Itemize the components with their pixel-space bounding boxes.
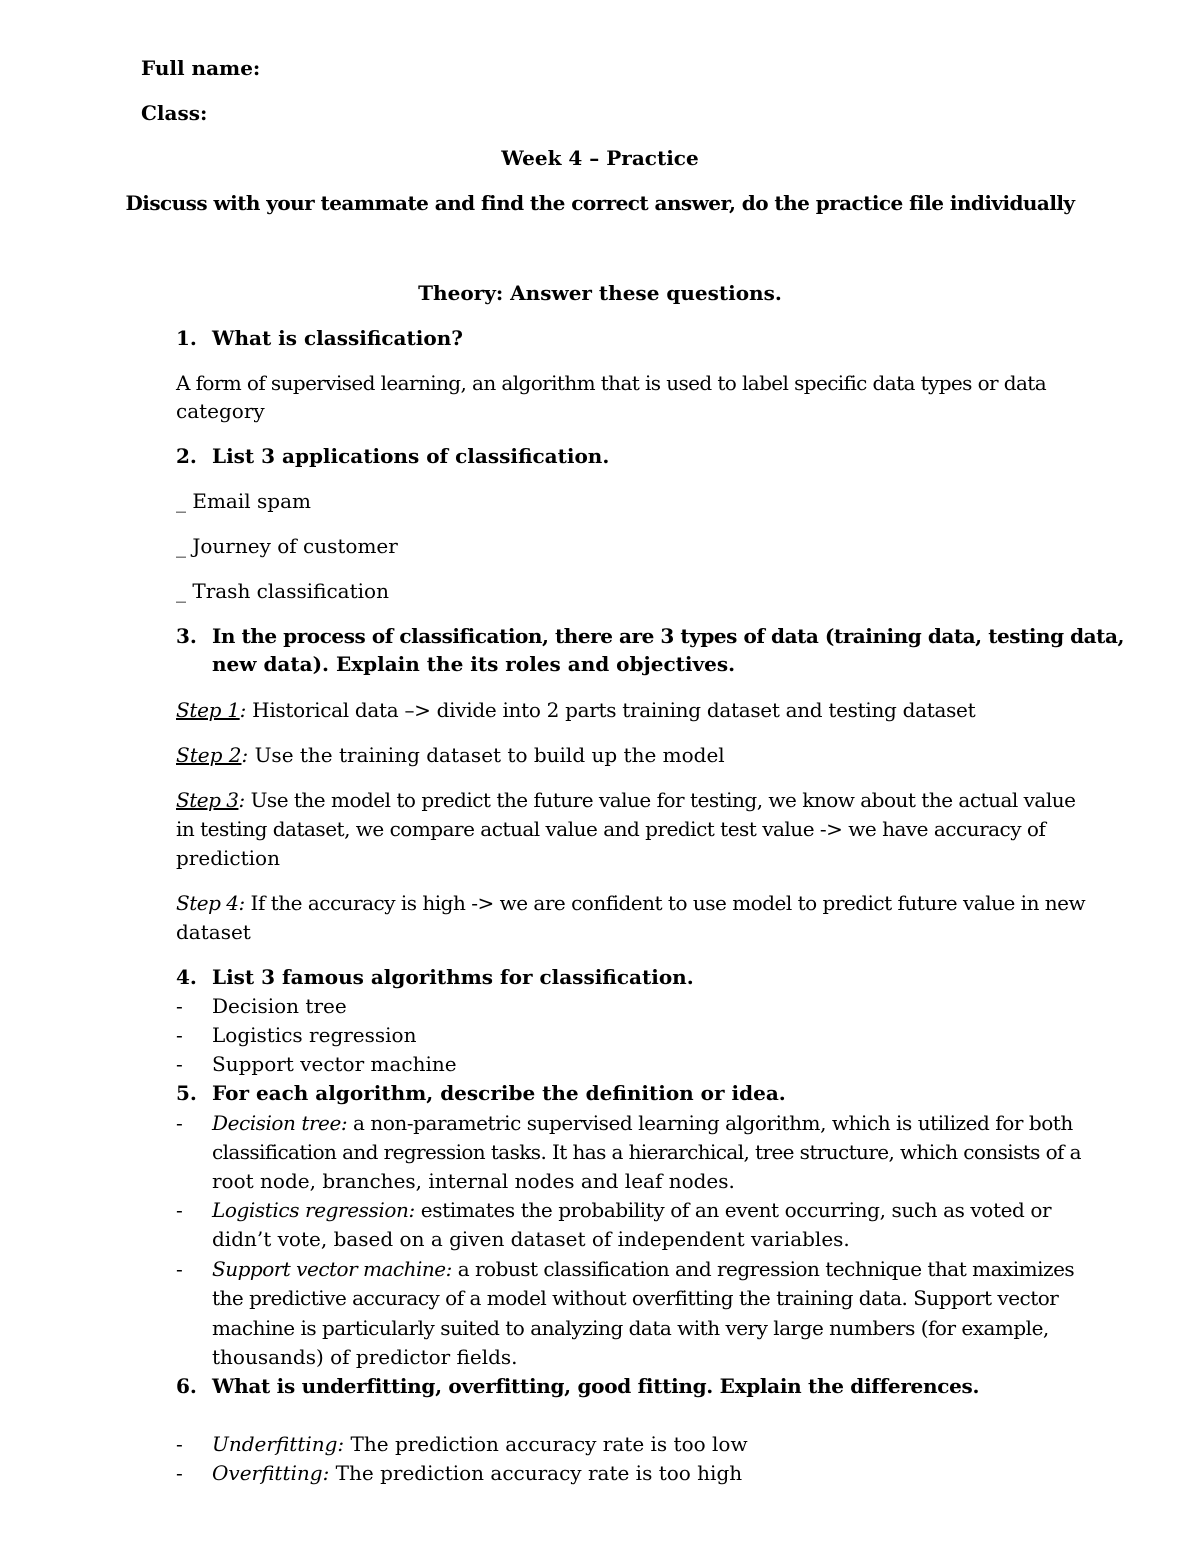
step-3-cont: in testing dataset, we compare actual value and predict test value -> we have accuracy of bbox=[176, 817, 1046, 841]
question-number: 4. bbox=[176, 965, 197, 989]
answer-line: category bbox=[176, 399, 265, 423]
definition-line: didn’t vote, based on a given dataset of independent variables. bbox=[212, 1227, 850, 1251]
term: Support vector machine: bbox=[212, 1257, 452, 1281]
class-label: Class: bbox=[141, 101, 208, 125]
term: Decision tree: bbox=[212, 1111, 348, 1135]
instruction: Discuss with your teammate and find the correct answer, do the practice file individually bbox=[125, 191, 1075, 215]
list-item: Support vector machine bbox=[212, 1052, 457, 1076]
bullet-dash: - bbox=[176, 1432, 183, 1456]
bullet-dash: - bbox=[176, 994, 183, 1018]
definition-underfitting: Underfitting: The prediction accuracy rate is too low bbox=[212, 1432, 748, 1456]
step-2: Step 2: Use the training dataset to build up the model bbox=[176, 743, 725, 767]
question-number: 5. bbox=[176, 1081, 197, 1105]
question-text: For each algorithm, describe the definition or idea. bbox=[212, 1081, 786, 1105]
page-title: Week 4 – Practice bbox=[501, 146, 699, 170]
question-number: 1. bbox=[176, 326, 197, 350]
question-number: 6. bbox=[176, 1374, 197, 1398]
definition-overfitting: Overfitting: The prediction accuracy rate is too high bbox=[212, 1461, 743, 1485]
definition-line: root node, branches, internal nodes and leaf nodes. bbox=[212, 1169, 735, 1193]
step-4: Step 4: If the accuracy is high -> we are confident to use model to predict future value in new bbox=[176, 891, 1086, 915]
step-label: Step 4: bbox=[176, 891, 245, 915]
question-text: What is classification? bbox=[212, 326, 463, 350]
bullet-dash: - bbox=[176, 1461, 183, 1485]
step-4-cont: dataset bbox=[176, 920, 251, 944]
definition-line: machine is particularly suited to analyzing data with very large numbers (for example, bbox=[212, 1316, 1049, 1340]
term: Underfitting: bbox=[212, 1432, 345, 1456]
list-item: _ Trash classification bbox=[176, 579, 389, 603]
term: Logistics regression: bbox=[212, 1198, 415, 1222]
step-label: Step 3 bbox=[176, 788, 239, 812]
section-title: Theory: Answer these questions. bbox=[418, 281, 782, 305]
step-3: Step 3: Use the model to predict the future value for testing, we know about the actual value bbox=[176, 788, 1076, 812]
definition-logistics-regression: Logistics regression: estimates the probability of an event occurring, such as voted or bbox=[212, 1198, 1052, 1222]
question-text: What is underfitting, overfitting, good fitting. Explain the differences. bbox=[212, 1374, 980, 1398]
question-number: 2. bbox=[176, 444, 197, 468]
step-label: Step 2 bbox=[176, 743, 242, 767]
list-item: _ Email spam bbox=[176, 489, 311, 513]
bullet-dash: - bbox=[176, 1052, 183, 1076]
bullet-dash: - bbox=[176, 1111, 183, 1135]
question-text: List 3 famous algorithms for classification. bbox=[212, 965, 694, 989]
definition-line: thousands) of predictor fields. bbox=[212, 1345, 518, 1369]
list-item: Decision tree bbox=[212, 994, 347, 1018]
bullet-dash: - bbox=[176, 1198, 183, 1222]
bullet-dash: - bbox=[176, 1023, 183, 1047]
list-item: _ Journey of customer bbox=[176, 534, 398, 558]
step-1: Step 1: Historical data –> divide into 2 parts training dataset and testing dataset bbox=[176, 698, 976, 722]
full-name-label: Full name: bbox=[141, 56, 261, 80]
question-text: List 3 applications of classification. bbox=[212, 444, 610, 468]
step-3-cont: prediction bbox=[176, 846, 280, 870]
question-text: In the process of classification, there are 3 types of data (training data, testing data, bbox=[212, 624, 1124, 648]
step-label: Step 1 bbox=[176, 698, 240, 722]
bullet-dash: - bbox=[176, 1257, 183, 1281]
question-number: 3. bbox=[176, 624, 197, 648]
definition-line: the predictive accuracy of a model without overfitting the training data. Support vector bbox=[212, 1286, 1059, 1310]
term: Overfitting: bbox=[212, 1461, 330, 1485]
list-item: Logistics regression bbox=[212, 1023, 417, 1047]
answer-line: A form of supervised learning, an algorithm that is used to label specific data types or data bbox=[176, 371, 1047, 395]
definition-line: classification and regression tasks. It has a hierarchical, tree structure, which consists of a bbox=[212, 1140, 1081, 1164]
definition-support-vector-machine: Support vector machine: a robust classification and regression technique that maximizes bbox=[212, 1257, 1075, 1281]
definition-decision-tree: Decision tree: a non-parametric supervised learning algorithm, which is utilized for both bbox=[212, 1111, 1073, 1135]
question-text: new data). Explain the its roles and objectives. bbox=[212, 652, 736, 676]
